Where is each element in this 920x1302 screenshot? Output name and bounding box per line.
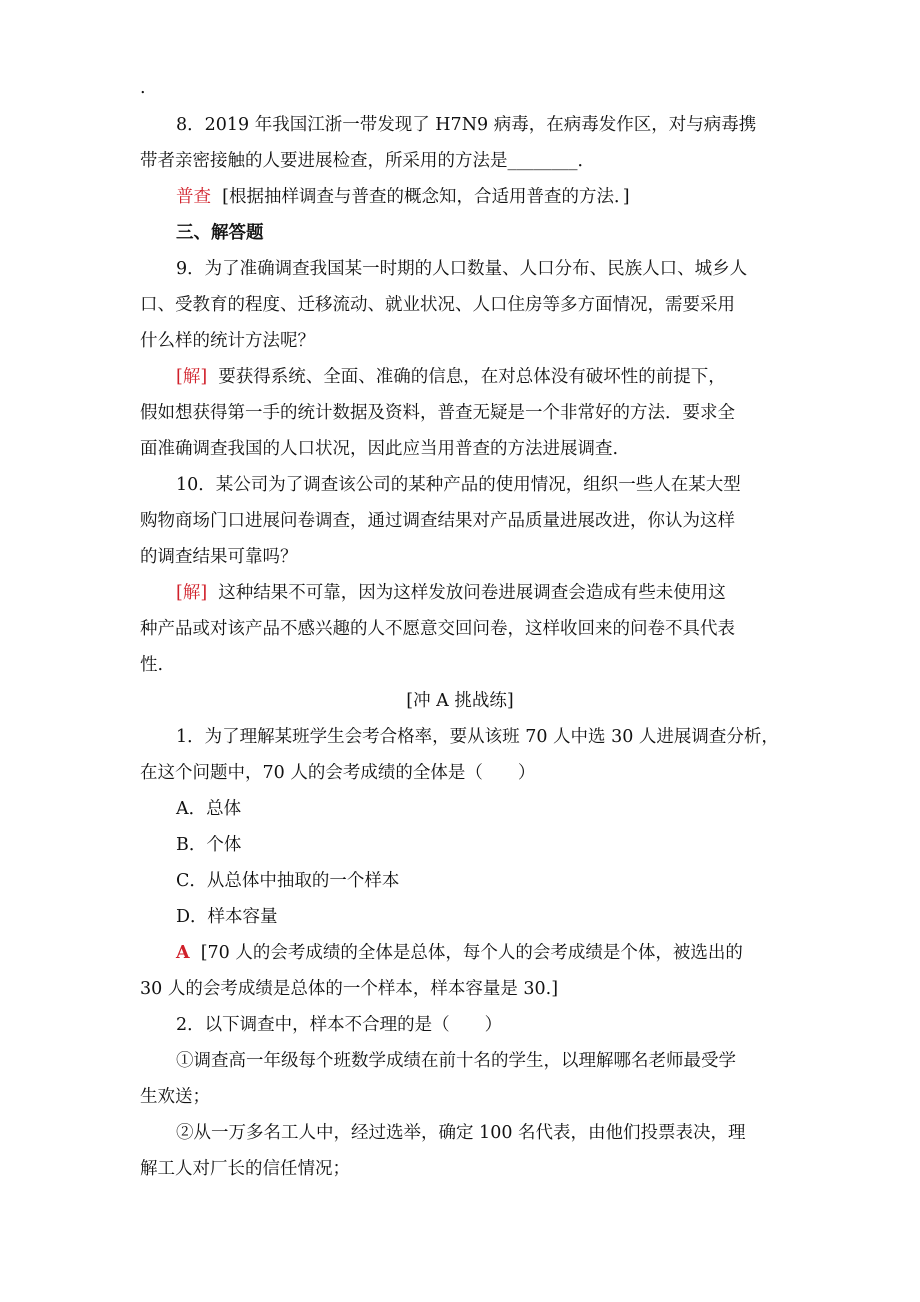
q10-solution-line-1	[176, 581, 726, 605]
q9-line-2: 口、受教育的程度、迁移流动、就业状况、人口住房等多方面情况，需要采用	[140, 295, 735, 315]
q10-solution-line-3: 性.	[140, 655, 164, 675]
c1-option-a: A．总体	[176, 799, 242, 819]
q9-line-1: 9．为了准确调查我国某一时期的人口数量、人口分布、民族人口、城乡人	[176, 259, 748, 279]
section-3-title: 三、解答题	[176, 223, 264, 243]
q10-solution-line-2: 种产品或对该产品不感兴趣的人不愿意交回问卷，这样收回来的问卷不具代表	[140, 619, 735, 639]
c1-answer-label: A	[176, 943, 190, 963]
q10-line-3: 的调查结果可靠吗？	[140, 547, 298, 567]
c2-line-1: 2．以下调查中，样本不合理的是（ ）	[176, 1015, 503, 1035]
q8-answer-text: [根据抽样调查与普查的概念知，合适用普查的方法．]	[222, 187, 630, 207]
c1-line-1: 1．为了理解某班学生会考合格率，要从该班 70 人中选 30 人进展调查分析，	[176, 727, 779, 747]
q9-solution-label: [解]	[176, 367, 208, 387]
q8-answer	[176, 185, 630, 209]
q10-solution-label: [解]	[176, 583, 208, 603]
q8-line-2: 带者亲密接触的人要进展检查，所采用的方法是________．	[140, 151, 595, 171]
q10-solution-text-1: 这种结果不可靠，因为这样发放问卷进展调查会造成有些未使用这	[218, 583, 726, 603]
c1-line-2: 在这个问题中，70 人的会考成绩的全体是（ ）	[140, 763, 536, 783]
q8-line-1: 8．2019 年我国江浙一带发现了 H7N9 病毒，在病毒发作区，对与病毒携	[176, 115, 757, 135]
top-mark: .	[140, 78, 146, 98]
q9-solution-line-2: 假如想获得第一手的统计数据及资料，普查无疑是一个非常好的方法．要求全	[140, 403, 735, 423]
q9-line-3: 什么样的统计方法呢？	[140, 331, 315, 351]
c1-answer-line-1	[176, 941, 743, 965]
q9-solution-line-1	[176, 365, 726, 389]
c1-answer-text-1: [70 人的会考成绩的全体是总体，每个人的会考成绩是个体，被选出的	[200, 943, 743, 963]
challenge-title: [冲 A 挑战练]	[406, 691, 514, 711]
q9-solution-line-3: 面准确调查我国的人口状况，因此应当用普查的方法进展调查.	[140, 439, 619, 459]
c1-option-d: D．样本容量	[176, 907, 278, 927]
c1-option-b: B．个体	[176, 835, 242, 855]
q9-solution-text-1: 要获得系统、全面、准确的信息，在对总体没有破坏性的前提下，	[218, 367, 726, 387]
c2-item-2-line-1: ②从一万多名工人中，经过选举，确定 100 名代表，由他们投票表决，理	[176, 1123, 746, 1143]
q8-answer-label: 普查	[176, 187, 211, 207]
c2-item-1-line-2: 生欢送；	[140, 1087, 210, 1107]
q10-line-1: 10．某公司为了调查该公司的某种产品的使用情况，组织一些人在某大型	[176, 475, 741, 495]
c1-option-c: C．从总体中抽取的一个样本	[176, 871, 400, 891]
c2-item-2-line-2: 解工人对厂长的信任情况；	[140, 1159, 350, 1179]
c2-item-1-line-1: ①调查高一年级每个班数学成绩在前十名的学生，以理解哪名老师最受学	[176, 1051, 736, 1071]
q10-line-2: 购物商场门口进展问卷调查，通过调查结果对产品质量进展改进，你认为这样	[140, 511, 735, 531]
c1-answer-line-2: 30 人的会考成绩是总体的一个样本，样本容量是 30.]	[140, 979, 559, 999]
